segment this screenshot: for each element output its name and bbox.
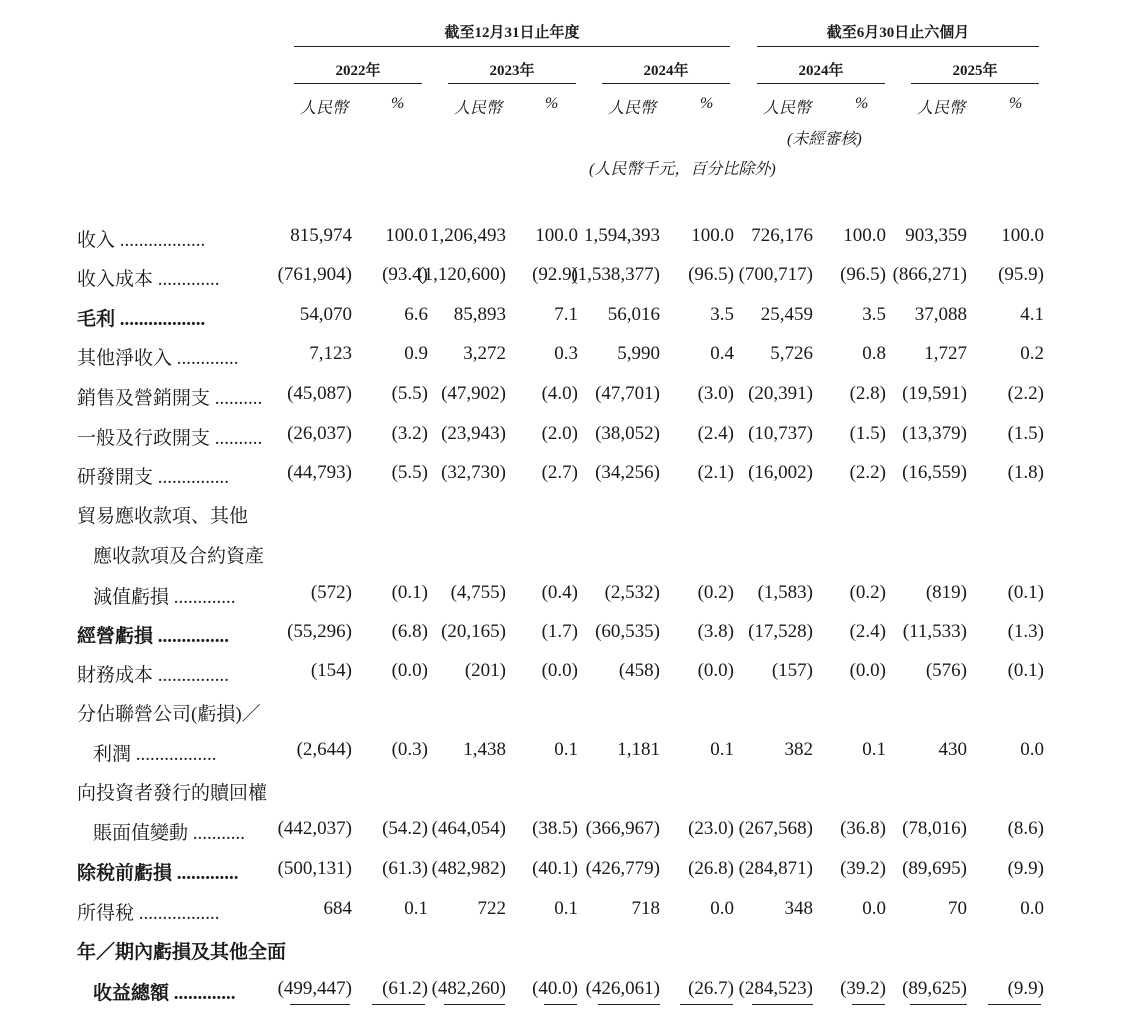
cell-percent: 0.1 <box>404 898 428 919</box>
cell-amount: 1,181 <box>617 739 660 760</box>
row-label: 所得稅 ................. <box>77 903 220 924</box>
row-label: 貿易應收款項、其他 <box>77 506 249 527</box>
cell-amount: (572) <box>310 582 352 603</box>
cell-amount: 7,123 <box>309 343 352 364</box>
cell-percent: (92.9) <box>532 264 578 285</box>
header-year-2022: 2022年 <box>335 63 381 79</box>
row-label: 經營虧損 ............... <box>77 626 230 647</box>
cell-percent: 0.1 <box>554 898 578 919</box>
cell-percent: (0.0) <box>697 660 734 681</box>
cell-amount: (1,120,600) <box>417 264 506 285</box>
cell-percent: (54.2) <box>382 818 428 839</box>
cell-amount: 54,070 <box>299 304 352 325</box>
cell-percent: (2.7) <box>541 462 578 483</box>
cell-amount: (45,087) <box>287 383 352 404</box>
cell-percent: (0.2) <box>697 582 734 603</box>
total-underline <box>598 1004 660 1005</box>
cell-percent: (0.1) <box>391 582 428 603</box>
cell-percent: 0.9 <box>404 343 428 364</box>
header-year-2024: 2024年 <box>643 63 689 79</box>
cell-percent: 100.0 <box>843 225 886 246</box>
cell-amount: (2,644) <box>296 739 352 760</box>
cell-amount: 815,974 <box>290 225 352 246</box>
cell-amount: 1,438 <box>463 739 506 760</box>
cell-amount: (89,625) <box>902 978 967 999</box>
cell-percent: (96.5) <box>840 264 886 285</box>
cell-amount: (20,165) <box>441 621 506 642</box>
row-label: 其他淨收入 ............. <box>77 348 239 369</box>
row-label: 年／期內虧損及其他全面 <box>77 942 287 963</box>
header-year-rule <box>911 83 1039 84</box>
cell-amount: 1,206,493 <box>430 225 506 246</box>
cell-percent: (39.2) <box>840 858 886 879</box>
cell-amount: (47,902) <box>441 383 506 404</box>
cell-percent: (2.2) <box>849 462 886 483</box>
cell-amount: (11,533) <box>902 621 967 642</box>
cell-amount: (366,967) <box>585 818 660 839</box>
cell-percent: (0.1) <box>1007 660 1044 681</box>
cell-amount: (55,296) <box>287 621 352 642</box>
header-pct-label: % <box>700 95 714 112</box>
cell-amount: (576) <box>925 660 967 681</box>
cell-amount: (47,701) <box>595 383 660 404</box>
cell-amount: 25,459 <box>760 304 813 325</box>
cell-amount: (482,260) <box>431 978 506 999</box>
cell-amount: 1,727 <box>924 343 967 364</box>
header-pct-label: % <box>545 95 559 112</box>
cell-amount: (482,982) <box>431 858 506 879</box>
header-rmb-label: 人民幣 <box>763 100 812 117</box>
cell-percent: (36.8) <box>840 818 886 839</box>
cell-amount: (13,379) <box>902 423 967 444</box>
cell-amount: (157) <box>771 660 813 681</box>
cell-percent: 0.8 <box>862 343 886 364</box>
cell-percent: 7.1 <box>554 304 578 325</box>
cell-amount: (4,755) <box>450 582 506 603</box>
cell-amount: (442,037) <box>277 818 352 839</box>
cell-percent: (61.2) <box>382 978 428 999</box>
total-underline <box>544 1004 577 1005</box>
cell-percent: 0.1 <box>862 739 886 760</box>
cell-percent: 3.5 <box>710 304 734 325</box>
cell-percent: (8.6) <box>1007 818 1044 839</box>
cell-percent: (6.8) <box>391 621 428 642</box>
cell-percent: 0.2 <box>1020 343 1044 364</box>
cell-amount: (458) <box>618 660 660 681</box>
cell-amount: (1,538,377) <box>571 264 660 285</box>
cell-percent: 0.4 <box>710 343 734 364</box>
cell-percent: (5.5) <box>391 462 428 483</box>
cell-percent: 0.3 <box>554 343 578 364</box>
cell-amount: (154) <box>310 660 352 681</box>
cell-amount: (819) <box>925 582 967 603</box>
cell-amount: (17,528) <box>748 621 813 642</box>
row-label: 應收款項及合約資產 <box>93 546 265 567</box>
cell-amount: (16,002) <box>748 462 813 483</box>
cell-percent: 100.0 <box>1001 225 1044 246</box>
cell-amount: 348 <box>784 898 813 919</box>
cell-percent: (3.8) <box>697 621 734 642</box>
cell-amount: (426,061) <box>585 978 660 999</box>
cell-amount: 37,088 <box>914 304 967 325</box>
row-label: 收益總額 ............. <box>93 983 236 1004</box>
cell-percent: (9.9) <box>1007 978 1044 999</box>
cell-percent: 100.0 <box>691 225 734 246</box>
cell-amount: (500,131) <box>277 858 352 879</box>
row-label: 研發開支 ............... <box>77 467 230 488</box>
cell-percent: (3.2) <box>391 423 428 444</box>
cell-amount: (10,737) <box>748 423 813 444</box>
header-year-rule <box>294 83 422 84</box>
header-year-2024-interim: 2024年 <box>798 63 844 79</box>
cell-amount: (284,523) <box>738 978 813 999</box>
cell-amount: (499,447) <box>277 978 352 999</box>
header-unaudited-note: (未經審核) <box>787 131 862 148</box>
cell-amount: 5,990 <box>617 343 660 364</box>
row-label: 銷售及營銷開支 .......... <box>77 388 263 409</box>
cell-amount: 3,272 <box>463 343 506 364</box>
header-rule-fiscal-year <box>294 46 730 47</box>
header-pct-label: % <box>1009 95 1023 112</box>
cell-amount: (32,730) <box>441 462 506 483</box>
cell-percent: (1.7) <box>541 621 578 642</box>
cell-percent: (40.0) <box>532 978 578 999</box>
cell-amount: (78,016) <box>902 818 967 839</box>
cell-amount: (2,532) <box>604 582 660 603</box>
total-underline <box>444 1004 505 1005</box>
cell-percent: (0.2) <box>849 582 886 603</box>
cell-percent: (93.4) <box>382 264 428 285</box>
cell-percent: (0.3) <box>391 739 428 760</box>
cell-percent: (0.0) <box>391 660 428 681</box>
header-group-six-months: 截至6月30日止六個月 <box>826 25 970 41</box>
cell-percent: (2.0) <box>541 423 578 444</box>
cell-percent: (2.2) <box>1007 383 1044 404</box>
header-rule-six-months <box>757 46 1039 47</box>
cell-percent: (4.0) <box>541 383 578 404</box>
cell-amount: (866,271) <box>892 264 967 285</box>
cell-amount: (20,391) <box>748 383 813 404</box>
cell-amount: 722 <box>477 898 506 919</box>
cell-amount: (19,591) <box>902 383 967 404</box>
cell-amount: (267,568) <box>738 818 813 839</box>
cell-percent: (96.5) <box>688 264 734 285</box>
total-underline <box>372 1004 425 1005</box>
row-label: 毛利 .................. <box>77 309 206 330</box>
cell-amount: (89,695) <box>902 858 967 879</box>
cell-percent: (0.1) <box>1007 582 1044 603</box>
cell-percent: (2.8) <box>849 383 886 404</box>
cell-amount: (426,779) <box>585 858 660 879</box>
header-year-rule <box>602 83 730 84</box>
cell-percent: 100.0 <box>535 225 578 246</box>
cell-percent: (1.5) <box>1007 423 1044 444</box>
cell-percent: 100.0 <box>385 225 428 246</box>
cell-percent: (3.0) <box>697 383 734 404</box>
total-underline <box>290 1004 350 1005</box>
cell-amount: (26,037) <box>287 423 352 444</box>
cell-amount: 382 <box>784 739 813 760</box>
cell-percent: (40.1) <box>532 858 578 879</box>
header-group-fiscal-year: 截至12月31日止年度 <box>444 25 580 41</box>
header-unit-note: (人民幣千元，百分比除外) <box>589 161 776 178</box>
row-label: 收入 .................. <box>77 230 206 251</box>
cell-amount: 1,594,393 <box>584 225 660 246</box>
cell-percent: 0.0 <box>1020 898 1044 919</box>
cell-percent: 0.1 <box>554 739 578 760</box>
header-pct-label: % <box>855 95 869 112</box>
cell-amount: (23,943) <box>441 423 506 444</box>
cell-percent: (0.4) <box>541 582 578 603</box>
cell-percent: (2.1) <box>697 462 734 483</box>
row-label: 分佔聯營公司(虧損)／ <box>77 704 261 725</box>
cell-amount: (201) <box>464 660 506 681</box>
cell-percent: (95.9) <box>998 264 1044 285</box>
row-label: 向投資者發行的贖回權 <box>77 783 268 804</box>
cell-percent: (0.0) <box>849 660 886 681</box>
cell-percent: (2.4) <box>849 621 886 642</box>
cell-percent: (0.0) <box>541 660 578 681</box>
cell-amount: 85,893 <box>453 304 506 325</box>
row-label: 賬面值變動 ........... <box>93 823 246 844</box>
row-label: 減值虧損 ............. <box>93 587 236 608</box>
header-rmb-label: 人民幣 <box>917 100 966 117</box>
row-label: 收入成本 ............. <box>77 269 220 290</box>
cell-percent: (26.8) <box>688 858 734 879</box>
cell-percent: (5.5) <box>391 383 428 404</box>
cell-percent: (39.2) <box>840 978 886 999</box>
header-pct-label: % <box>391 95 405 112</box>
header-year-rule <box>448 83 576 84</box>
header-year-2023: 2023年 <box>489 63 535 79</box>
cell-amount: 684 <box>323 898 352 919</box>
cell-amount: (761,904) <box>277 264 352 285</box>
header-year-2025-interim: 2025年 <box>952 63 998 79</box>
cell-percent: (26.7) <box>688 978 734 999</box>
row-label: 利潤 ................. <box>93 744 217 765</box>
cell-percent: (2.4) <box>697 423 734 444</box>
cell-amount: (16,559) <box>902 462 967 483</box>
total-underline <box>988 1004 1041 1005</box>
header-year-rule <box>757 83 885 84</box>
cell-amount: (284,871) <box>738 858 813 879</box>
cell-amount: 726,176 <box>751 225 813 246</box>
header-rmb-label: 人民幣 <box>608 100 657 117</box>
cell-percent: 0.0 <box>1020 739 1044 760</box>
cell-percent: (38.5) <box>532 818 578 839</box>
cell-amount: 56,016 <box>607 304 660 325</box>
total-underline <box>752 1004 813 1005</box>
cell-percent: (1.5) <box>849 423 886 444</box>
cell-amount: 5,726 <box>770 343 813 364</box>
cell-amount: (44,793) <box>287 462 352 483</box>
row-label: 除稅前虧損 ............. <box>77 863 239 884</box>
cell-percent: 0.1 <box>710 739 734 760</box>
cell-amount: (60,535) <box>595 621 660 642</box>
cell-amount: (38,052) <box>595 423 660 444</box>
total-underline <box>910 1004 967 1005</box>
cell-percent: (9.9) <box>1007 858 1044 879</box>
cell-percent: 3.5 <box>862 304 886 325</box>
cell-percent: 0.0 <box>710 898 734 919</box>
cell-percent: 4.1 <box>1020 304 1044 325</box>
cell-percent: (1.8) <box>1007 462 1044 483</box>
cell-percent: 6.6 <box>404 304 428 325</box>
cell-percent: 0.0 <box>862 898 886 919</box>
row-label: 一般及行政開支 .......... <box>77 428 263 449</box>
cell-amount: (700,717) <box>738 264 813 285</box>
cell-amount: 430 <box>938 739 967 760</box>
cell-amount: (1,583) <box>757 582 813 603</box>
header-rmb-label: 人民幣 <box>454 100 503 117</box>
row-label: 財務成本 ............... <box>77 665 230 686</box>
total-underline <box>680 1004 733 1005</box>
header-rmb-label: 人民幣 <box>300 100 349 117</box>
cell-amount: 70 <box>948 898 967 919</box>
cell-percent: (1.3) <box>1007 621 1044 642</box>
cell-percent: (61.3) <box>382 858 428 879</box>
cell-amount: 718 <box>631 898 660 919</box>
cell-amount: (464,054) <box>431 818 506 839</box>
cell-amount: 903,359 <box>905 225 967 246</box>
cell-percent: (23.0) <box>688 818 734 839</box>
total-underline <box>852 1004 885 1005</box>
cell-amount: (34,256) <box>595 462 660 483</box>
